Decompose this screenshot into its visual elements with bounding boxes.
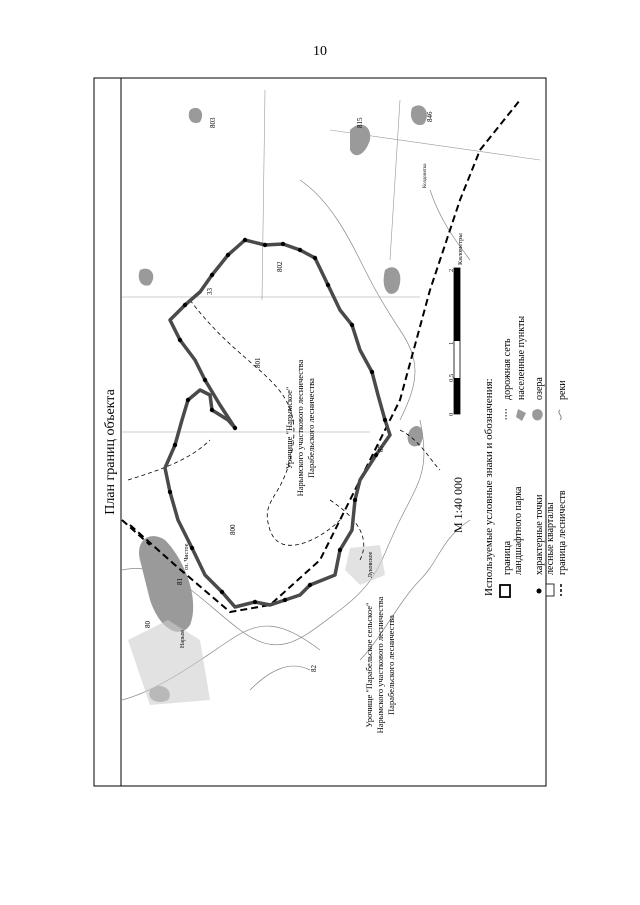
legend-heading: Используемые условные знаки и обозначения: xyxy=(483,378,495,596)
settlement-label: Нарым xyxy=(180,630,186,648)
settlement-label: Луковское xyxy=(368,551,374,578)
svg-text:Урочище "Нарымское": Урочище "Нарымское" xyxy=(284,386,294,470)
quarter-label: 80 xyxy=(144,621,152,628)
river-icon xyxy=(559,410,561,420)
page-number: 10 xyxy=(313,44,327,59)
quarter-label: 803 xyxy=(209,117,217,128)
quarter-icon xyxy=(546,584,554,596)
svg-text:характерные точки: характерные точки xyxy=(534,494,545,575)
quarter-label: 846 xyxy=(426,111,434,122)
svg-text:Парабельского лесничества: Парабельского лесничества xyxy=(306,378,316,478)
svg-text:реки: реки xyxy=(557,380,568,400)
svg-text:граница: граница xyxy=(502,540,513,575)
quarter-label: 815 xyxy=(356,117,364,128)
quarter-label: 81 xyxy=(176,578,184,585)
svg-text:Урочище "Парабельское сельское: Урочище "Парабельское сельское" xyxy=(364,602,374,728)
svg-text:озера: озера xyxy=(534,377,545,400)
svg-text:населенные пункты: населенные пункты xyxy=(516,315,527,400)
scale-tick: 2 xyxy=(448,268,455,272)
svg-text:ландшафтного парка: ландшафтного парка xyxy=(513,486,524,575)
svg-text:Парабельского лесничества: Парабельского лесничества xyxy=(386,615,396,715)
quarter-label: 802 xyxy=(276,261,284,272)
map-scale: М 1:40 000 xyxy=(451,476,465,534)
river-label: Колдовятка xyxy=(423,163,428,188)
scale-tick: 1 xyxy=(448,341,455,345)
lake-icon xyxy=(532,409,543,420)
urochishe-parabelskoe xyxy=(364,596,396,733)
svg-text:Нарымского участкового лесниче: Нарымского участкового лесничества xyxy=(375,596,385,734)
scale-tick: 0,5 xyxy=(448,373,455,382)
map-title: План границ объекта xyxy=(103,389,118,515)
svg-text:дорожная сеть: дорожная сеть xyxy=(502,338,513,400)
lake-label: оз. Чистое xyxy=(184,543,190,570)
quarter-label: 800 xyxy=(229,524,237,535)
park-boundary-icon xyxy=(500,585,510,597)
svg-text:граница лесничеств: граница лесничеств xyxy=(557,490,568,575)
quarter-label: 87 xyxy=(377,445,385,452)
map-area xyxy=(122,80,544,733)
quarter-label: 801 xyxy=(254,357,262,368)
point-icon xyxy=(537,589,542,594)
scale-bar-segment xyxy=(454,378,460,414)
scale-bar-segment xyxy=(454,268,460,341)
quarter-label: 82 xyxy=(310,665,318,672)
svg-text:лесные кварталы: лесные кварталы xyxy=(545,502,556,575)
quarter-label: 33 xyxy=(206,288,214,295)
svg-text:Нарымского участкового лесниче: Нарымского участкового лесничества xyxy=(295,359,305,497)
scale-unit: Километры xyxy=(457,233,464,265)
scale-tick: 0 xyxy=(448,412,455,416)
